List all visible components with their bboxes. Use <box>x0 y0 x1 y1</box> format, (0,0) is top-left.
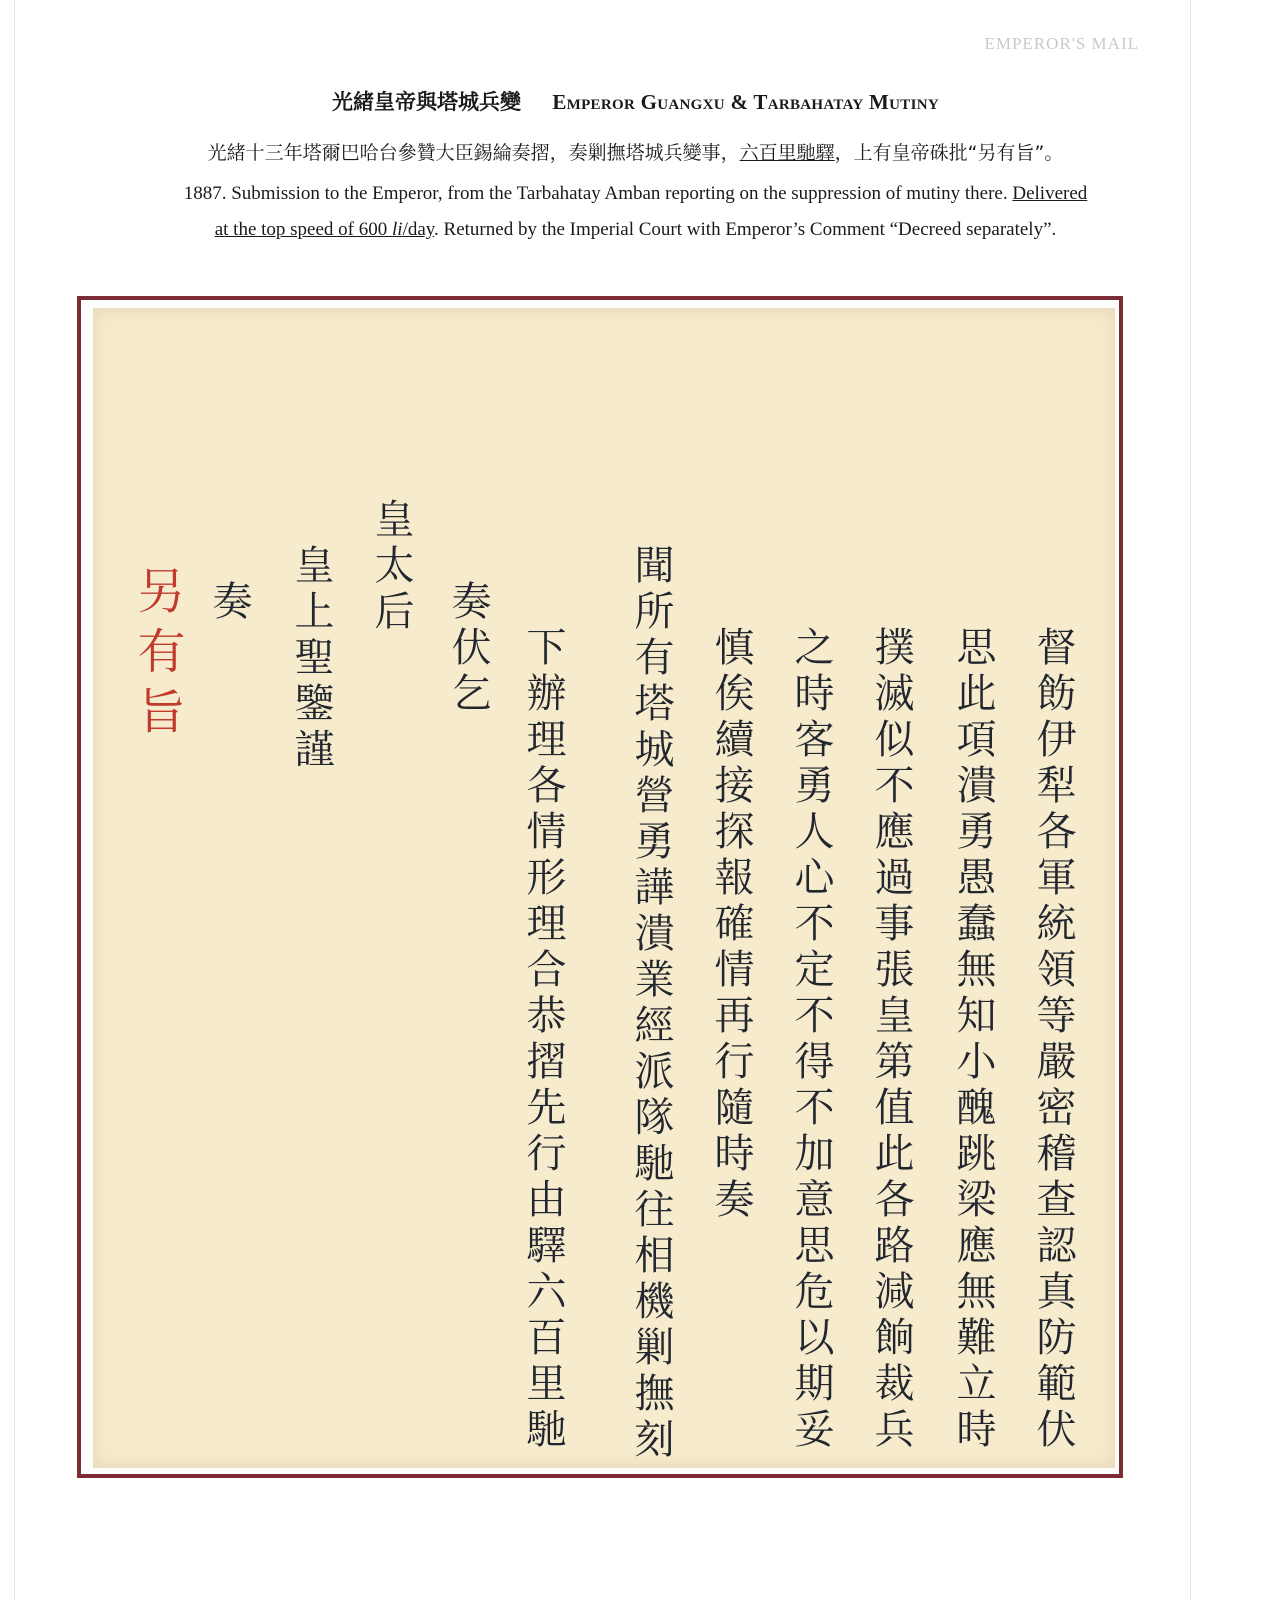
header-label: EMPEROR'S MAIL <box>984 34 1139 53</box>
title-english: Emperor Guangxu & Tarbahatay Mutiny <box>552 90 939 114</box>
memorial-column-7: 下辦理各情形理合恭摺先行由驛六百里馳 <box>520 626 566 1454</box>
description-chinese-underlined: 六百里馳驛 <box>739 142 835 164</box>
memorial-column-3: 撲滅似不應過事張皇第值此各路減餉裁兵 <box>868 626 914 1454</box>
memorial-column-8: 奏伏乞 <box>445 580 491 718</box>
memorial-column-9: 皇太后 <box>368 498 414 636</box>
title-chinese: 光緒皇帝與塔城兵變 <box>332 90 521 114</box>
vermilion-rescript: 另有旨 <box>129 566 185 746</box>
document-frame <box>77 296 1123 1478</box>
description-english-underlined-1: Delivered <box>1012 183 1088 204</box>
description-english-italic-li: li <box>392 219 403 240</box>
description-chinese <box>0 138 1271 165</box>
memorial-column-10: 皇上聖鑒謹 <box>288 544 334 774</box>
description-english-underlined-2 <box>215 219 434 240</box>
description-chinese-text-after: ，上有皇帝硃批“另有旨”。 <box>834 142 1064 164</box>
description-english-line-2 <box>0 219 1271 241</box>
description-english-line-1 <box>0 183 1271 205</box>
memorial-column-1: 督飭伊犁各軍統領等嚴密稽查認真防範伏 <box>1030 626 1076 1454</box>
memorial-column-6: 聞所有塔城營勇譁潰業經派隊馳往相機剿撫刻 <box>628 544 674 1464</box>
memorial-column-4: 之時客勇人心不定不得不加意思危以期妥 <box>788 626 834 1454</box>
memorial-column-5: 慎俟續接探報確情再行隨時奏 <box>708 626 754 1224</box>
description-chinese-text-before: 光緒十三年塔爾巴哈台參贊大臣錫綸奏摺，奏剿撫塔城兵變事， <box>207 142 740 164</box>
memorial-paper <box>93 308 1115 1468</box>
description-english-text-1: 1887. Submission to the Emperor, from the Tarbahatay Amban reporting on the suppression of mutiny there. <box>183 183 1013 204</box>
description-english-underlined-2b: /day <box>402 219 435 240</box>
memorial-column-2: 思此項潰勇愚蠢無知小醜跳梁應無難立時 <box>950 626 996 1454</box>
description-english-underlined-2a: at the top speed of 600 <box>214 219 392 240</box>
memorial-column-11: 奏 <box>206 580 252 626</box>
page-title <box>0 86 1271 116</box>
description-english-text-2: . Returned by the Imperial Court with Emperor’s Comment “Decreed separately”. <box>434 219 1057 240</box>
